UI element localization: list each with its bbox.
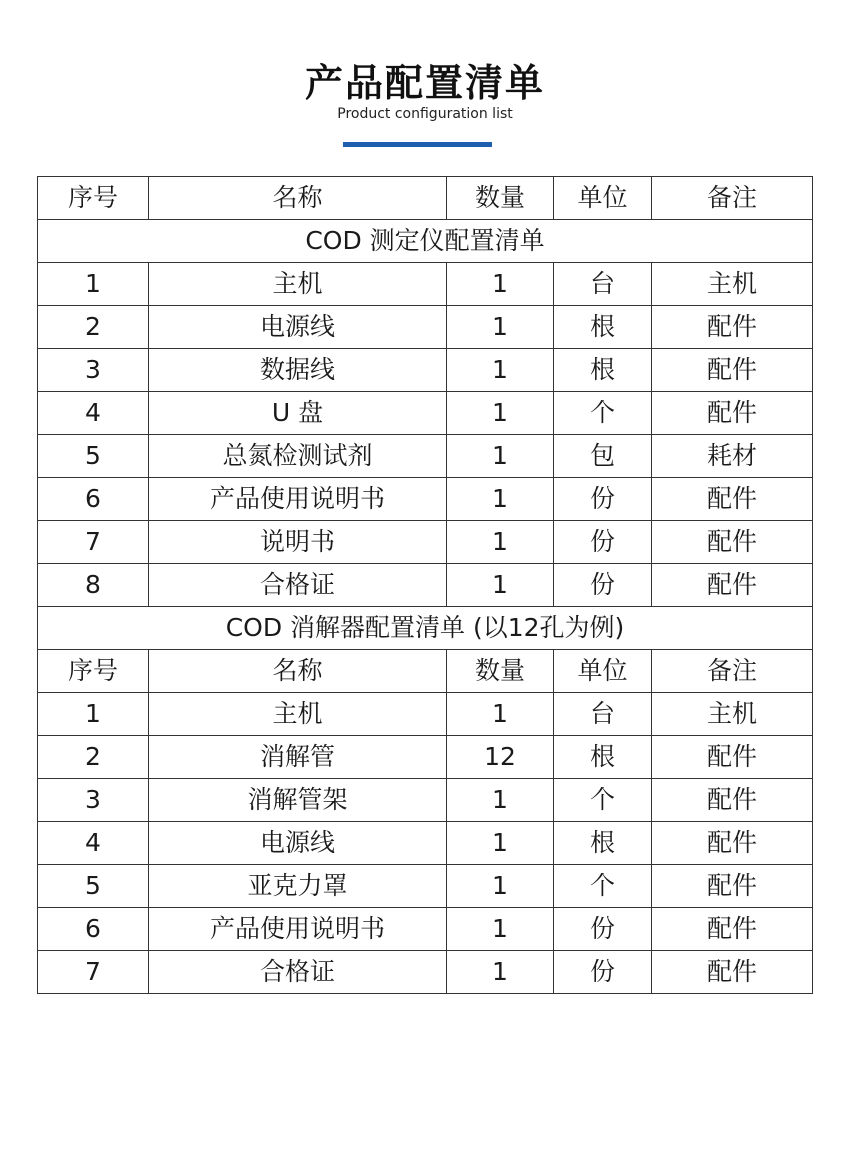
table-row (38, 263, 813, 306)
row-number-cell: 3 (38, 349, 149, 392)
unit-cell: 根 (554, 306, 652, 349)
table-row (38, 521, 813, 564)
column-header: 名称 (149, 177, 447, 220)
page-title: 产品配置清单 (304, 61, 545, 105)
item-name-cell: 电源线 (149, 306, 447, 349)
remark-cell: 配件 (652, 478, 813, 521)
unit-cell: 根 (554, 822, 652, 865)
table-row (38, 392, 813, 435)
unit-cell: 台 (554, 263, 652, 306)
remark-cell: 配件 (652, 349, 813, 392)
item-name-cell: 产品使用说明书 (149, 908, 447, 951)
table-row (38, 693, 813, 736)
remark-cell: 配件 (652, 521, 813, 564)
row-number-cell: 8 (38, 564, 149, 607)
row-number-cell: 7 (38, 521, 149, 564)
quantity-cell: 1 (447, 263, 554, 306)
table-row (38, 736, 813, 779)
item-name-cell: 产品使用说明书 (149, 478, 447, 521)
section-heading-row (38, 607, 813, 650)
remark-cell: 配件 (652, 306, 813, 349)
column-header: 数量 (447, 650, 554, 693)
configuration-table (37, 176, 813, 994)
item-name-cell: 合格证 (149, 951, 447, 994)
remark-cell: 配件 (652, 865, 813, 908)
item-name-cell: 消解管架 (149, 779, 447, 822)
configuration-table-body (38, 177, 813, 994)
quantity-cell: 1 (447, 951, 554, 994)
unit-cell: 个 (554, 392, 652, 435)
row-number-cell: 3 (38, 779, 149, 822)
row-number-cell: 6 (38, 908, 149, 951)
table-row (38, 306, 813, 349)
column-header: 名称 (149, 650, 447, 693)
quantity-cell: 1 (447, 306, 554, 349)
quantity-cell: 1 (447, 478, 554, 521)
remark-cell: 配件 (652, 564, 813, 607)
remark-cell: 主机 (652, 263, 813, 306)
quantity-cell: 1 (447, 865, 554, 908)
unit-cell: 台 (554, 693, 652, 736)
table-header-row (38, 177, 813, 220)
section-heading: COD 测定仪配置清单 (38, 220, 813, 263)
table-row (38, 865, 813, 908)
item-name-cell: 消解管 (149, 736, 447, 779)
row-number-cell: 4 (38, 392, 149, 435)
section-heading: COD 消解器配置清单 (以12孔为例) (38, 607, 813, 650)
quantity-cell: 1 (447, 908, 554, 951)
column-header: 数量 (447, 177, 554, 220)
remark-cell: 配件 (652, 779, 813, 822)
unit-cell: 包 (554, 435, 652, 478)
column-header: 备注 (652, 650, 813, 693)
row-number-cell: 1 (38, 263, 149, 306)
unit-cell: 份 (554, 564, 652, 607)
unit-cell: 份 (554, 951, 652, 994)
unit-cell: 个 (554, 865, 652, 908)
unit-cell: 根 (554, 736, 652, 779)
row-number-cell: 2 (38, 736, 149, 779)
section-heading-row (38, 220, 813, 263)
page-subtitle: Product configuration list (337, 106, 513, 122)
column-header: 单位 (554, 650, 652, 693)
row-number-cell: 7 (38, 951, 149, 994)
quantity-cell: 1 (447, 392, 554, 435)
unit-cell: 份 (554, 908, 652, 951)
item-name-cell: 合格证 (149, 564, 447, 607)
item-name-cell: 亚克力罩 (149, 865, 447, 908)
column-header: 序号 (38, 177, 149, 220)
item-name-cell: 主机 (149, 693, 447, 736)
item-name-cell: 总氮检测试剂 (149, 435, 447, 478)
remark-cell: 配件 (652, 736, 813, 779)
item-name-cell: 数据线 (149, 349, 447, 392)
item-name-cell: U 盘 (149, 392, 447, 435)
table-row (38, 908, 813, 951)
remark-cell: 配件 (652, 951, 813, 994)
table-row (38, 779, 813, 822)
table-row (38, 564, 813, 607)
remark-cell: 配件 (652, 822, 813, 865)
row-number-cell: 5 (38, 865, 149, 908)
table-row (38, 349, 813, 392)
row-number-cell: 5 (38, 435, 149, 478)
table-row (38, 478, 813, 521)
table-row (38, 951, 813, 994)
quantity-cell: 1 (447, 521, 554, 564)
item-name-cell: 说明书 (149, 521, 447, 564)
table-row (38, 435, 813, 478)
remark-cell: 配件 (652, 392, 813, 435)
quantity-cell: 1 (447, 564, 554, 607)
quantity-cell: 12 (447, 736, 554, 779)
quantity-cell: 1 (447, 693, 554, 736)
quantity-cell: 1 (447, 349, 554, 392)
title-accent-bar (343, 142, 492, 147)
table-header-row (38, 650, 813, 693)
unit-cell: 份 (554, 478, 652, 521)
column-header: 备注 (652, 177, 813, 220)
row-number-cell: 1 (38, 693, 149, 736)
row-number-cell: 4 (38, 822, 149, 865)
remark-cell: 主机 (652, 693, 813, 736)
remark-cell: 耗材 (652, 435, 813, 478)
row-number-cell: 6 (38, 478, 149, 521)
item-name-cell: 主机 (149, 263, 447, 306)
unit-cell: 份 (554, 521, 652, 564)
column-header: 单位 (554, 177, 652, 220)
table-row (38, 822, 813, 865)
column-header: 序号 (38, 650, 149, 693)
quantity-cell: 1 (447, 822, 554, 865)
unit-cell: 根 (554, 349, 652, 392)
row-number-cell: 2 (38, 306, 149, 349)
unit-cell: 个 (554, 779, 652, 822)
remark-cell: 配件 (652, 908, 813, 951)
item-name-cell: 电源线 (149, 822, 447, 865)
quantity-cell: 1 (447, 435, 554, 478)
quantity-cell: 1 (447, 779, 554, 822)
